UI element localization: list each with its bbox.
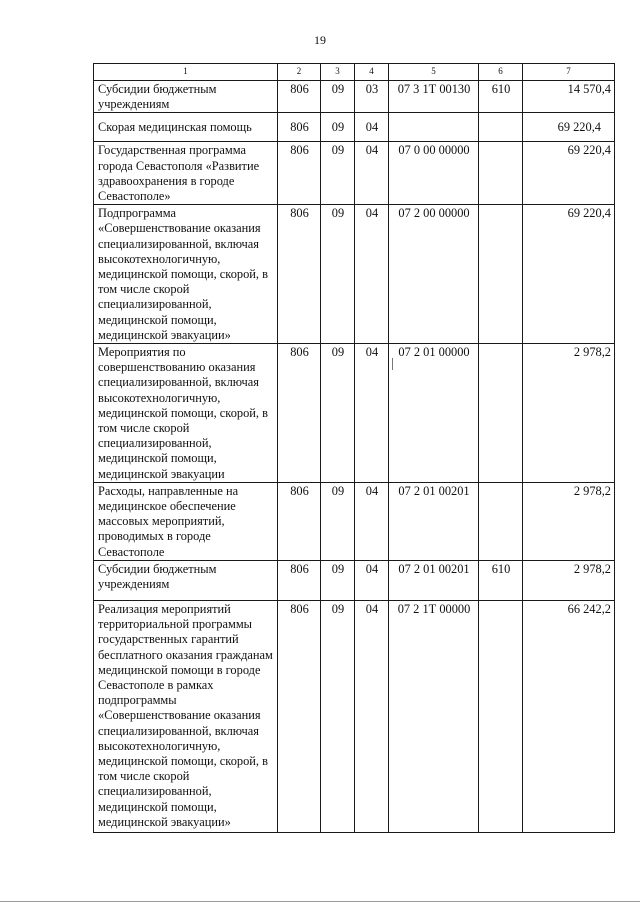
- row-amount: 2 978,2: [523, 482, 615, 560]
- row-name: Субсидии бюджетным учреждениям: [94, 81, 278, 113]
- row-section-code: 09: [321, 81, 355, 113]
- row-expense-type: [479, 600, 523, 832]
- row-subsection-code: 04: [355, 113, 389, 142]
- row-subsection-code: 04: [355, 344, 389, 483]
- row-target-article: 07 0 00 00000: [389, 142, 479, 205]
- row-expense-type: 610: [479, 560, 523, 600]
- row-ministry-code: 806: [278, 81, 321, 113]
- row-section-code: 09: [321, 205, 355, 344]
- row-ministry-code: 806: [278, 205, 321, 344]
- row-section-code: 09: [321, 560, 355, 600]
- row-section-code: 09: [321, 482, 355, 560]
- row-subsection-code: 04: [355, 560, 389, 600]
- table-row: [94, 113, 615, 142]
- table-row: [94, 482, 615, 560]
- row-name: Расходы, направленные на медицинское обеспечение массовых мероприятий, проводимых в городе Севастополе: [94, 482, 278, 560]
- row-amount: 2 978,2: [523, 560, 615, 600]
- row-target-article: 07 2 01 00000: [389, 344, 479, 483]
- row-expense-type: [479, 205, 523, 344]
- row-subsection-code: 04: [355, 205, 389, 344]
- page-number: 19: [314, 33, 326, 47]
- row-amount: 14 570,4: [523, 81, 615, 113]
- column-number-2: 2: [278, 64, 321, 81]
- column-number-4: 4: [355, 64, 389, 81]
- row-subsection-code: 04: [355, 482, 389, 560]
- row-target-article: 07 2 01 00201: [389, 482, 479, 560]
- row-name: Реализация мероприятий территориальной программы государственных гарантий бесплатного оказания гражданам медицинской помощи в городе Севастополе в рамках подпрограммы «Совершенствование оказания специализированной, включая высокотехнологичную, медицинской помощи, скорой, в том числе скорой специализированной, медицинской помощи, медицинской эвакуации»: [94, 600, 278, 832]
- row-section-code: 09: [321, 142, 355, 205]
- row-ministry-code: 806: [278, 482, 321, 560]
- row-amount: 66 242,2: [523, 600, 615, 832]
- column-number-3: 3: [321, 64, 355, 81]
- row-expense-type: 610: [479, 81, 523, 113]
- row-name: Государственная программа города Севастополя «Развитие здравоохранения в городе Севастополе»: [94, 142, 278, 205]
- table-header-row: [94, 64, 615, 81]
- budget-table: [93, 63, 615, 833]
- row-name: Скорая медицинская помощь: [94, 113, 278, 142]
- row-amount: 2 978,2: [523, 344, 615, 483]
- row-ministry-code: 806: [278, 560, 321, 600]
- column-number-6: 6: [479, 64, 523, 81]
- row-expense-type: [479, 482, 523, 560]
- row-subsection-code: 03: [355, 81, 389, 113]
- row-target-article: 07 2 01 00201: [389, 560, 479, 600]
- row-expense-type: [479, 344, 523, 483]
- row-amount: 69 220,4: [523, 142, 615, 205]
- row-amount: 69 220,4: [523, 205, 615, 344]
- row-section-code: 09: [321, 344, 355, 483]
- row-expense-type: [479, 142, 523, 205]
- table-row: [94, 344, 615, 483]
- row-ministry-code: 806: [278, 113, 321, 142]
- table-row: [94, 560, 615, 600]
- scan-mark: [392, 358, 393, 370]
- row-ministry-code: 806: [278, 142, 321, 205]
- row-ministry-code: 806: [278, 344, 321, 483]
- row-section-code: 09: [321, 600, 355, 832]
- column-number-7: 7: [523, 64, 615, 81]
- row-target-article: 07 3 1Т 00130: [389, 81, 479, 113]
- row-ministry-code: 806: [278, 600, 321, 832]
- row-subsection-code: 04: [355, 142, 389, 205]
- column-number-1: 1: [94, 64, 278, 81]
- table-row: [94, 205, 615, 344]
- row-name: Мероприятия по совершенствованию оказания специализированной, включая высокотехнологичную, медицинской помощи, скорой, в том числе скорой специализированной, медицинской помощи, медицинской эвакуации: [94, 344, 278, 483]
- table-row: [94, 142, 615, 205]
- row-name: Подпрограмма «Совершенствование оказания специализированной, включая высокотехнологичную, медицинской помощи, скорой, в том числе скорой специализированной, медицинской помощи, медицинской эвакуации»: [94, 205, 278, 344]
- row-target-article: 07 2 00 00000: [389, 205, 479, 344]
- row-name: Субсидии бюджетным учреждениям: [94, 560, 278, 600]
- row-target-article: 07 2 1Т 00000: [389, 600, 479, 832]
- row-subsection-code: 04: [355, 600, 389, 832]
- row-section-code: 09: [321, 113, 355, 142]
- row-expense-type: [479, 113, 523, 142]
- table-row: [94, 600, 615, 832]
- table-row: [94, 81, 615, 113]
- row-amount: 69 220,4: [523, 113, 615, 142]
- scan-bottom-edge: [0, 901, 640, 902]
- column-number-5: 5: [389, 64, 479, 81]
- row-target-article: [389, 113, 479, 142]
